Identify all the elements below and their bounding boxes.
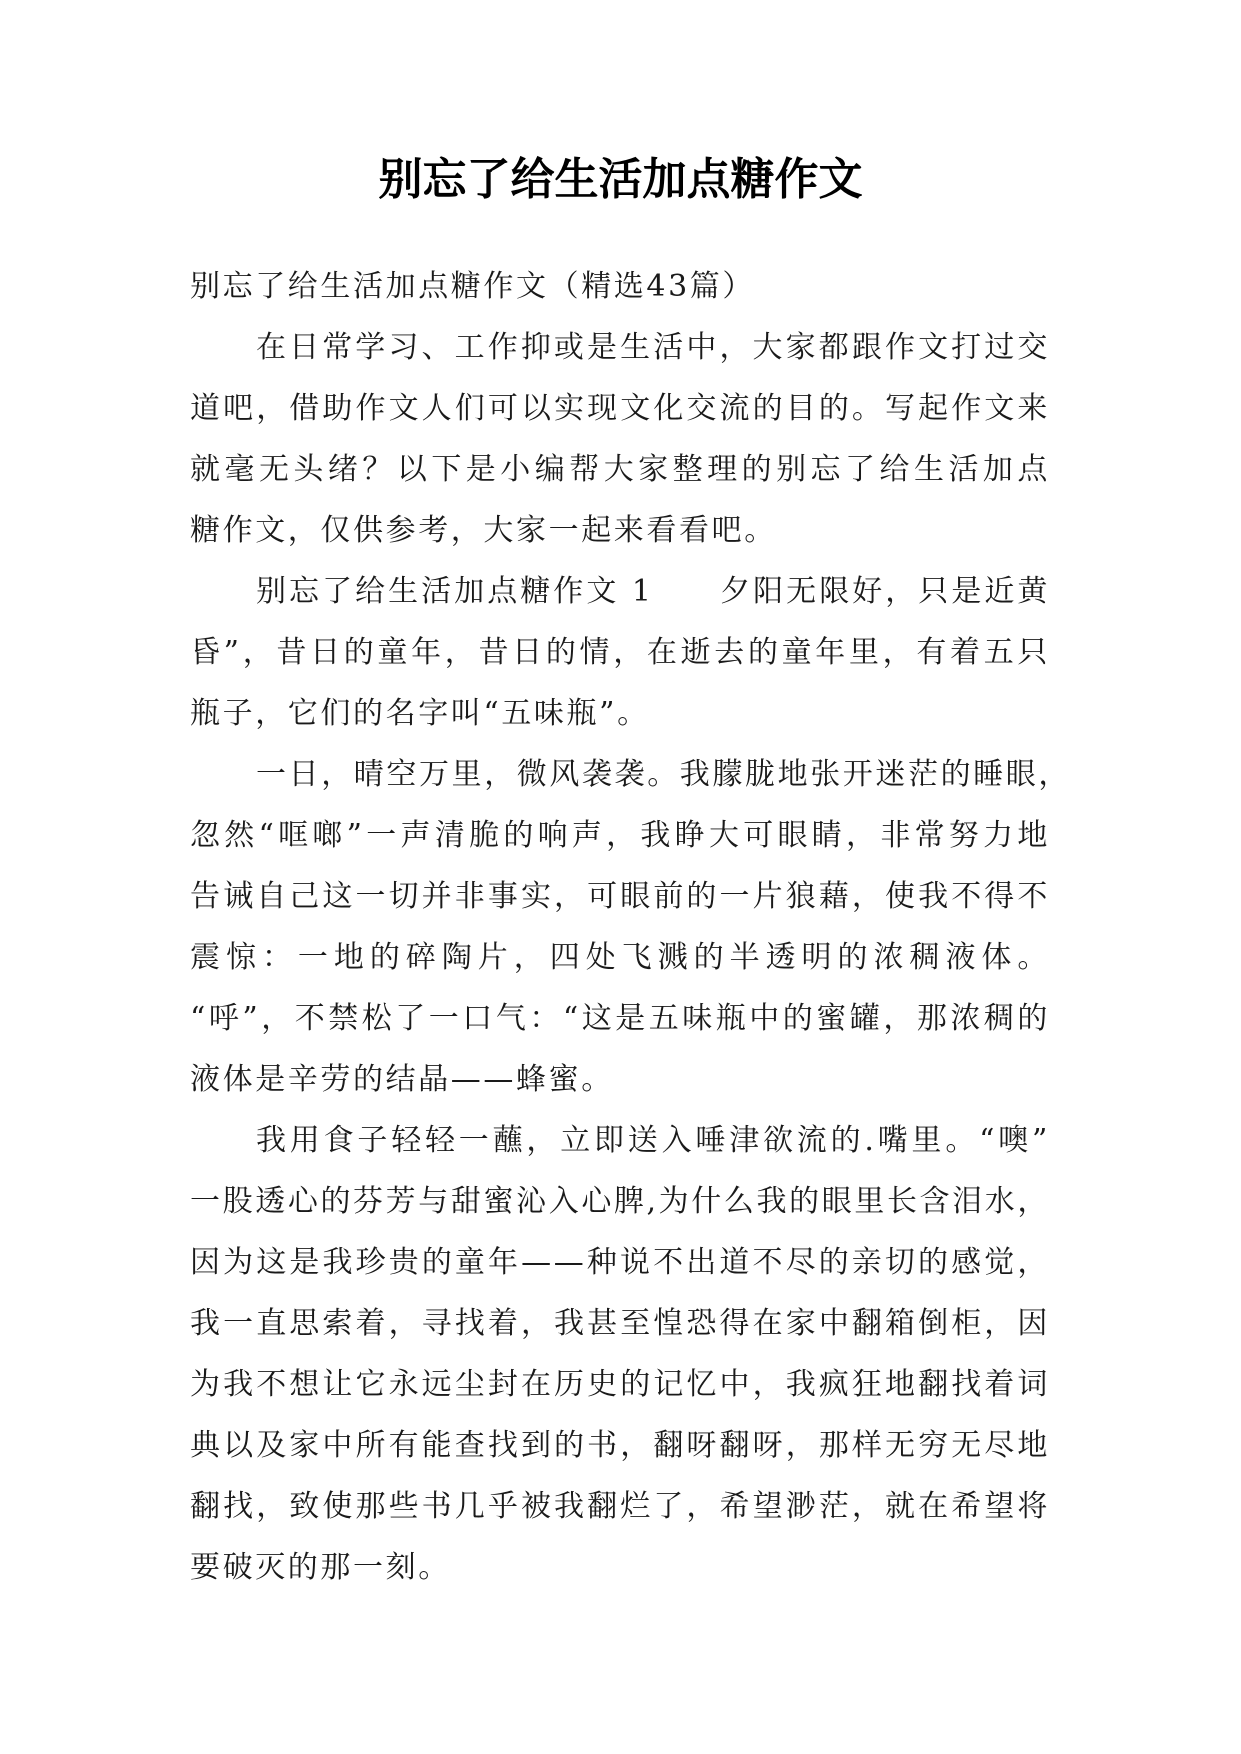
paragraph-line: 就毫无头绪？以下是小编帮大家整理的别忘了给生活加点	[190, 452, 1050, 487]
paragraph-line: 因为这是我珍贵的童年——种说不出道不尽的亲切的感觉，	[190, 1245, 1050, 1280]
paragraph-line: 别忘了给生活加点糖作文 1 夕阳无限好，只是近黄	[256, 574, 1050, 609]
paragraph-line: 忽然“哐啷”一声清脆的响声，我睁大可眼睛，非常努力地	[190, 818, 1050, 853]
paragraph-line: 要破灭的那一刻。	[190, 1550, 451, 1585]
document-body	[190, 256, 1071, 1598]
paragraph-line: 一日，晴空万里，微风袭袭。我朦胧地张开迷茫的睡眼，	[256, 757, 1071, 792]
paragraph-line: “呼”，不禁松了一口气：“这是五味瓶中的蜜罐，那浓稠的	[190, 1001, 1050, 1036]
paragraph-line: 为我不想让它永远尘封在历史的记忆中，我疯狂地翻找着词	[190, 1367, 1050, 1402]
paragraph-line: 糖作文，仅供参考，大家一起来看看吧。	[190, 513, 777, 548]
subtitle-line: 别忘了给生活加点糖作文（精选43篇）	[190, 269, 755, 304]
paragraph-line: 我一直思索着，寻找着，我甚至惶恐得在家中翻箱倒柜，因	[190, 1306, 1050, 1341]
paragraph-line: 翻找，致使那些书几乎被我翻烂了，希望渺茫，就在希望将	[190, 1489, 1050, 1524]
paragraph-line: 在日常学习、工作抑或是生活中，大家都跟作文打过交	[256, 330, 1050, 365]
paragraph-line: 告诫自己这一切并非事实，可眼前的一片狼藉，使我不得不	[190, 879, 1050, 914]
paragraph-line: 一股透心的芬芳与甜蜜沁入心脾,为什么我的眼里长含泪水，	[190, 1184, 1050, 1219]
paragraph-line: 我用食子轻轻一蘸，立即送入唾津欲流的.嘴里。“噢”	[256, 1123, 1050, 1158]
paragraph-line: 道吧，借助作文人们可以实现文化交流的目的。写起作文来	[190, 391, 1050, 426]
document-title: 别忘了给生活加点糖作文	[378, 154, 863, 205]
paragraph-line: 震惊：一地的碎陶片，四处飞溅的半透明的浓稠液体。	[190, 940, 1050, 975]
paragraph-line: 瓶子，它们的名字叫“五味瓶”。	[190, 696, 650, 731]
paragraph-line: 液体是辛劳的结晶——蜂蜜。	[190, 1062, 614, 1097]
paragraph-line: 典以及家中所有能查找到的书，翻呀翻呀，那样无穷无尽地	[190, 1428, 1050, 1463]
paragraph-line: 昏”，昔日的童年，昔日的情，在逝去的童年里，有着五只	[190, 635, 1050, 670]
